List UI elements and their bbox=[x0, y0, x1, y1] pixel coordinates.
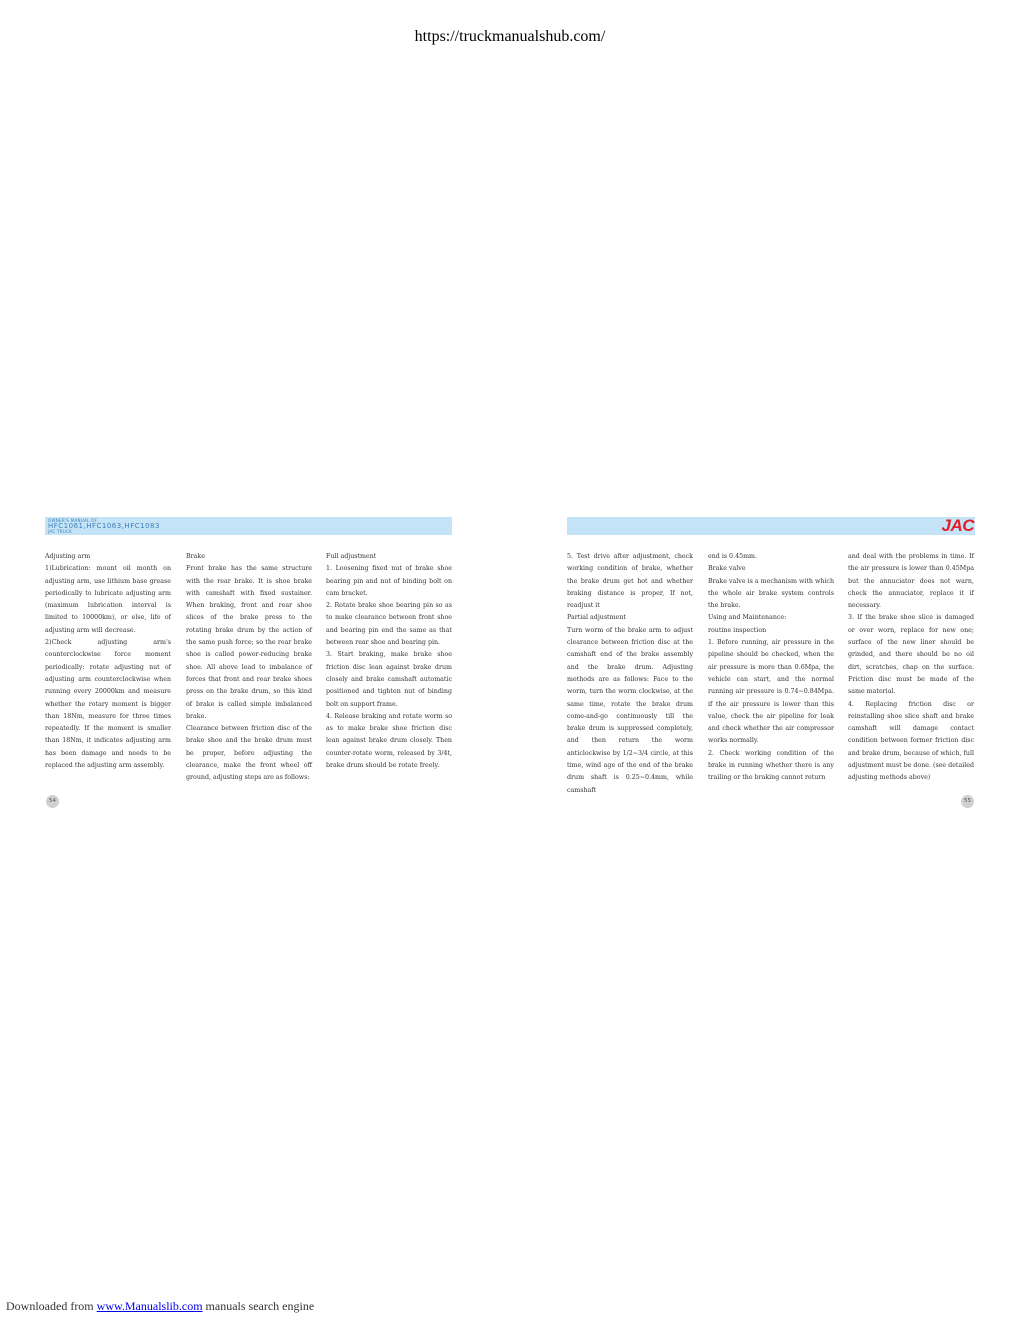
left-column-3 bbox=[326, 551, 452, 772]
paragraph: Full adjustment bbox=[326, 553, 377, 560]
footer bbox=[6, 1299, 314, 1314]
paragraph: Front brake has the same structure with the rear brake. It is shoe brake with camshaft with fixed sustainer. When braking, front and rear shoe slices of the brake press to the rotating brake drum by the action of the same push force; so the rear brake shoe is called power-reducing brake shoe. All above lead to imbalance of forces that front and rear brake shoes press on the brake drum, so this kind of brake is called simple imbalanced brake. bbox=[186, 565, 312, 720]
page-number-left: 54 bbox=[46, 795, 59, 808]
left-header-band bbox=[45, 517, 452, 535]
brand-subtitle: JAC TRUCK bbox=[48, 529, 73, 534]
paragraph: end is 0.45mm. bbox=[708, 553, 758, 560]
paragraph: Brake bbox=[186, 553, 205, 560]
paragraph: 3. Start braking, make brake shoe friction disc lean against brake drum closely and brake camshaft automatic positioned and tighten nut of binding bolt on support frame. bbox=[326, 651, 452, 708]
paragraph: Partial adjustment bbox=[567, 614, 626, 622]
footer-suffix: manuals search engine bbox=[202, 1299, 315, 1313]
paragraph: 5. Test drive after adjustment, check working condition of brake, whether the brake drum get hot and whether braking distance is proper, If not, readjust it bbox=[567, 553, 693, 610]
right-column-2 bbox=[708, 551, 834, 785]
right-column-3 bbox=[848, 551, 974, 785]
paragraph: Brake valve bbox=[708, 565, 746, 573]
paragraph: 4. Replacing friction disc or reinstalling shoe slice shaft and brake camshaft will damage contact condition between former friction disc and brake drum, because of which, full adjustment must be done. (see detailed adjusting methods above) bbox=[848, 700, 974, 782]
left-column-1 bbox=[45, 551, 171, 772]
paragraph: 2. Rotate brake shoe bearing pin so as to make clearance between front shoe and bearing pin end the same as that between rear shoe and bearing pin. bbox=[326, 602, 452, 647]
jac-logo: JAC bbox=[941, 516, 974, 535]
paragraph: 2. Check working condition of the brake in running whether there is any trailing or the braking cannot return bbox=[708, 749, 834, 782]
paragraph: 3. If the brake shoe slice is damaged or over worn, replace for new one; surface of the new liner should be grinded, and there should be no oil dirt, scratches, chap on the surface. Friction disc must be made of the same material. bbox=[848, 614, 974, 696]
right-header-band bbox=[567, 517, 975, 535]
left-column-2 bbox=[186, 551, 312, 785]
paragraph: 1. Loosening fixed nut of brake shoe bearing pin and nut of binding bolt on cam bracket. bbox=[326, 565, 452, 597]
paragraph: 4. Release braking and rotate worm so as to make brake shoe friction disc lean against brake drum closely. Then counter-rotate worm, released by 3/4t, brake drum should be rotate freely. bbox=[326, 712, 452, 770]
page-number-right: 55 bbox=[961, 795, 974, 808]
right-column-1 bbox=[567, 551, 693, 797]
paragraph: 2)Check adjusting arm's counterclockwise force moment periodically: rotate adjusting nut of adjusting arm counterclockwise when running every 20000km and measure whether the rotary moment is bigger than 18Nm, measure for three times repeatedly. If the moment is smaller than 18Nm, it indicates adjusting arm has been damage and needs to be replaced the adjusting arm assembly. bbox=[45, 639, 171, 770]
paragraph: routine inspection bbox=[708, 626, 767, 634]
manualslib-link[interactable]: www.Manualslib.com bbox=[96, 1299, 203, 1313]
paragraph: 1)Lubrication: mount oil month on adjusting arm, use lithium base grease periodically to lubricate adjusting arm (maximum lubrication interval is limited to 10000km), or else, life of adjusting arm will decrease. bbox=[45, 565, 171, 634]
footer-prefix: Downloaded from bbox=[6, 1299, 97, 1313]
paragraph: Clearance between friction disc of the brake shoe and the brake drum must be proper, before adjusting the clearance, make the front wheel off ground, adjusting steps are as follows: bbox=[186, 725, 312, 782]
paragraph: Using and Maintenance: bbox=[708, 614, 787, 622]
paragraph: Brake valve is a mechanism with which the whole air brake system controls the brake. bbox=[708, 577, 834, 610]
paragraph: Adjusting arm bbox=[45, 553, 91, 560]
paragraph: 1. Before running, air pressure in the pipeline should be checked, when the air pressure is more than 0.6Mpa, the vehicle can start, and the normal running air pressure is 0.74~0.84Mpa. if the air pressure is lower than this value, check the air pipeline for leak and check whether the air compressor works normally. bbox=[708, 639, 834, 745]
source-url[interactable]: https://truckmanualshub.com/ bbox=[414, 28, 606, 45]
paragraph: and deal with the problems in time. If the air pressure is lower than 0.45Mpa but the annuciator does not warn, check the annuciator, replace it if necessary. bbox=[848, 553, 974, 610]
model-title: HFC1061,HFC1063,HFC1083 bbox=[48, 522, 160, 530]
manual-label: OWNER'S MANUAL OF bbox=[48, 518, 98, 523]
paragraph: Turn worm of the brake arm to adjust clearance between friction disc at the camshaft end of the brake assembly and the brake drum. Adjusting methods are as follows: Face to the worm, turn the worm clockwise, at the same time, rotate the brake drum come-and-go continuously till the brake drum is suppressed completely, and then return the worm anticlockwise by 1/2~3/4 circle, at this time, wind age of the end of the brake drum shaft is 0.25~0.4mm, while camshaft bbox=[567, 626, 693, 794]
